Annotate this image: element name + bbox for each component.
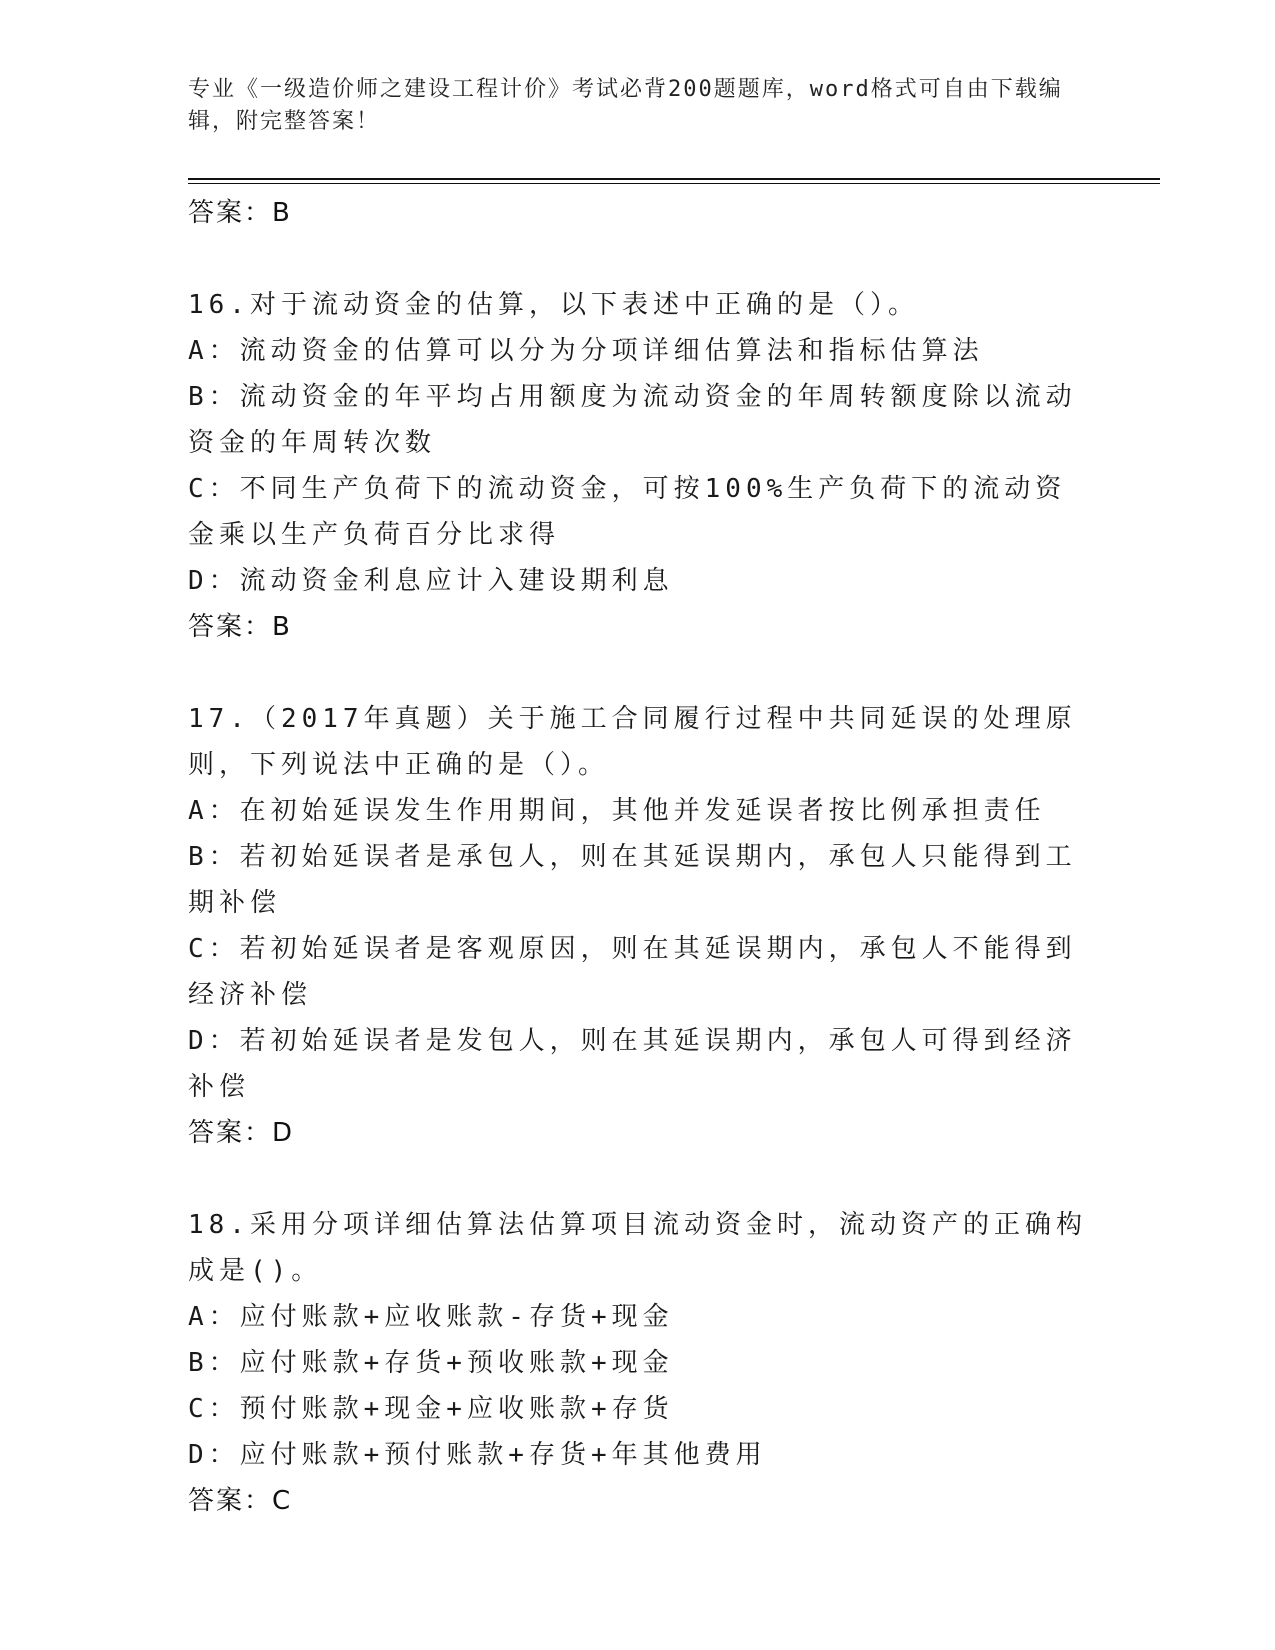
option-c: C：若初始延误者是客观原因，则在其延误期内，承包人不能得到经济补偿 [188,934,1077,1010]
option-b: B：若初始延误者是承包人，则在其延误期内，承包人只能得到工期补偿 [188,842,1077,918]
question-18 [188,1202,1088,1524]
question-stem: 17.（2017年真题）关于施工合同履行过程中共同延误的处理原则，下列说法中正确的是（）。 [188,704,1077,780]
option-a: A：应付账款+应收账款-存货+现金 [188,1302,674,1332]
answer-line: 答案：C [188,1486,293,1516]
answer-line: 答案：B [188,612,292,642]
option-c: C：不同生产负荷下的流动资金，可按100%生产负荷下的流动资金乘以生产负荷百分比求得 [188,474,1067,550]
question-16 [188,282,1088,650]
option-a: A：流动资金的估算可以分为分项详细估算法和指标估算法 [188,336,984,366]
document-header: 专业《一级造价师之建设工程计价》考试必背200题题库，word格式可自由下载编辑，附完整答案！ [188,77,1063,134]
answer-line: 答案：B [188,198,292,228]
question-stem: 18.采用分项详细估算法估算项目流动资金时，流动资产的正确构成是()。 [188,1210,1087,1286]
document-body [188,190,1088,1524]
option-a: A：在初始延误发生作用期间，其他并发延误者按比例承担责任 [188,796,1046,826]
option-c: C：预付账款+现金+应收账款+存货 [188,1394,674,1424]
option-d: D：应付账款+预付账款+存货+年其他费用 [188,1440,767,1470]
question-17 [188,696,1088,1156]
header-rule-thin [188,183,1160,184]
question-stem: 16.对于流动资金的估算，以下表述中正确的是（）。 [188,290,919,320]
header-rule-thick [188,178,1160,180]
option-d: D：若初始延误者是发包人，则在其延误期内，承包人可得到经济补偿 [188,1026,1077,1102]
option-d: D：流动资金利息应计入建设期利息 [188,566,674,596]
option-b: B：流动资金的年平均占用额度为流动资金的年周转额度除以流动资金的年周转次数 [188,382,1077,458]
answer-line: 答案：D [188,1118,295,1148]
option-b: B：应付账款+存货+预收账款+现金 [188,1348,674,1378]
